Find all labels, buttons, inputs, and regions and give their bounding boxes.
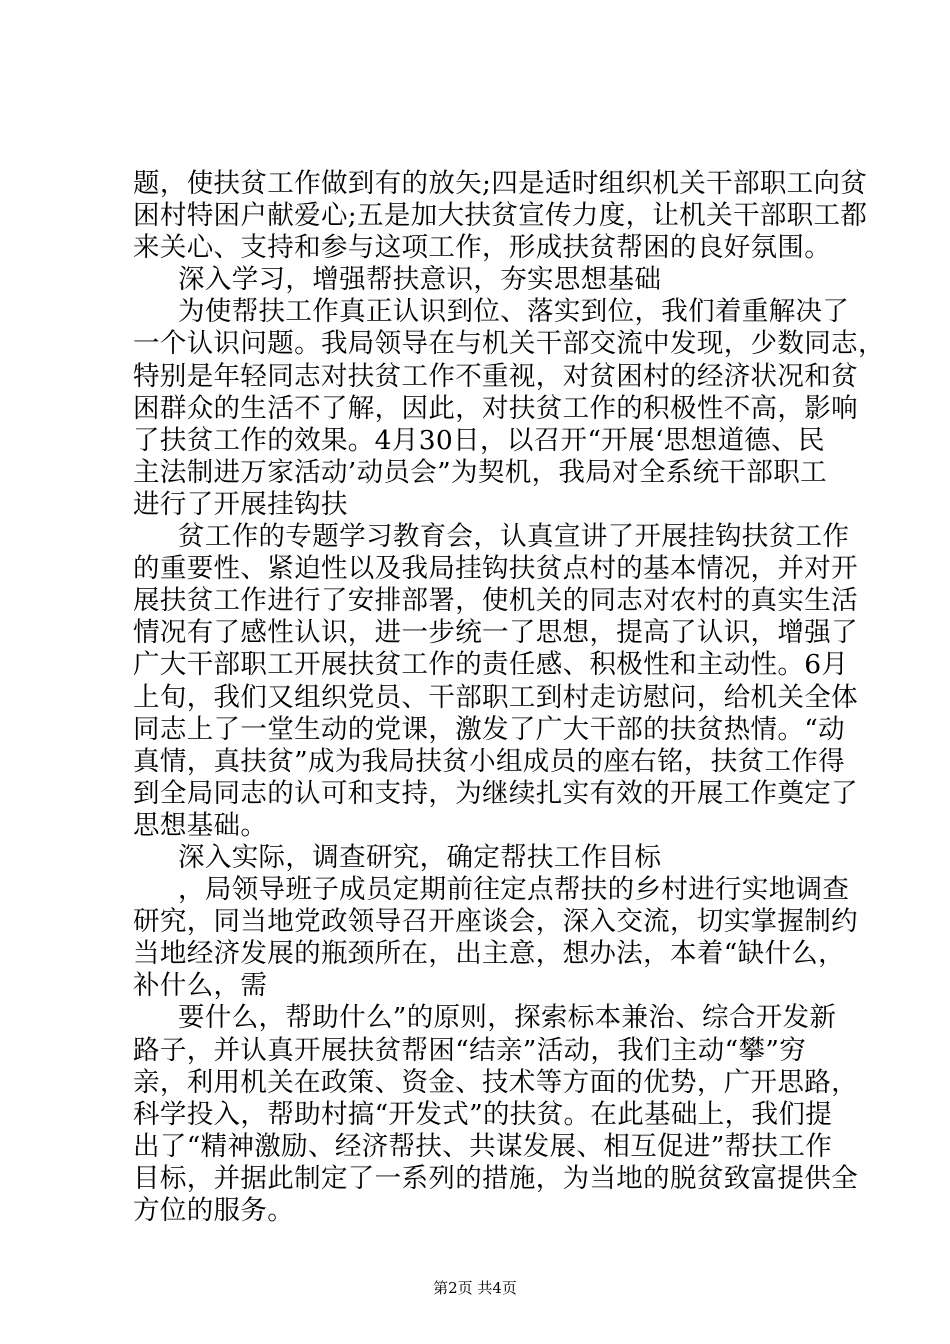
text-line: 目标，并据此制定了一系列的措施，为当地的脱贫致富提供全 — [133, 1162, 858, 1194]
text-line: 广大干部职工开展扶贫工作的责任感、积极性和主动性。6月 — [133, 649, 849, 681]
text-line: 深入实际，调查研究，确定帮扶工作目标 — [178, 841, 662, 873]
text-line: 特别是年轻同志对扶贫工作不重视，对贫困村的经济状况和贫 — [133, 360, 858, 392]
text-line: 上旬，我们又组织党员、干部职工到村走访慰问，给机关全体 — [133, 681, 858, 713]
page-footer: 第2页 共4页 — [433, 1279, 517, 1297]
text-line: 为使帮扶工作真正认识到位、落实到位，我们着重解决了 — [178, 296, 850, 328]
text-line: 到全局同志的认可和支持，为继续扎实有效的开展工作奠定了 — [133, 777, 858, 809]
text-line: 补什么，需 — [133, 970, 268, 1002]
text-line: 路子，并认真开展扶贫帮困“结亲”活动，我们主动“攀”穷 — [133, 1034, 807, 1066]
text-line: ，局领导班子成员定期前往定点帮扶的乡村进行实地调查 — [178, 874, 850, 906]
text-line: 亲，利用机关在政策、资金、技术等方面的优势，广开思路， — [133, 1066, 858, 1098]
text-line: 来关心、支持和参与这项工作，形成扶贫帮困的良好氛围。 — [133, 232, 832, 264]
text-line: 真情，真扶贫”成为我局扶贫小组成员的座右铭，扶贫工作得 — [133, 745, 845, 777]
text-line: 困村特困户献爱心;五是加大扶贫宣传力度，让机关干部职工都 — [133, 200, 868, 232]
text-line: 困群众的生活不了解，因此，对扶贫工作的积极性不高，影响 — [133, 392, 858, 424]
text-line: 题，使扶贫工作做到有的放矢;四是适时组织机关干部职工向贫 — [133, 168, 868, 199]
text-line: 了扶贫工作的效果。4月30日，以召开“开展‘思想道德、民 — [133, 424, 825, 456]
text-line: 科学投入，帮助村搞“开发式”的扶贫。在此基础上，我们提 — [133, 1098, 833, 1130]
document-body — [133, 168, 885, 1227]
text-line: 当地经济发展的瓶颈所在，出主意，想办法，本着“缺什么， — [133, 938, 845, 970]
text-line: 要什么，帮助什么”的原则，探索标本兼治、综合开发新 — [178, 1002, 837, 1034]
text-line: 情况有了感性认识，进一步统一了思想，提高了认识，增强了 — [133, 617, 858, 649]
text-line: 进行了开展挂钩扶 — [133, 488, 348, 520]
text-line: 同志上了一堂生动的党课，激发了广大干部的扶贫热情。“动 — [133, 713, 845, 745]
text-line: 一个认识问题。我局领导在与机关干部交流中发现，少数同志， — [133, 328, 885, 360]
text-line: 研究，同当地党政领导召开座谈会，深入交流，切实掌握制约 — [133, 906, 858, 938]
text-line: 出了“精神激励、经济帮扶、共谋发展、相互促进”帮扶工作 — [133, 1130, 833, 1162]
text-line: 主法制进万家活动’动员会”为契机，我局对全系统干部职工 — [133, 456, 827, 488]
text-line: 贫工作的专题学习教育会，认真宣讲了开展挂钩扶贫工作 — [178, 521, 850, 553]
text-line: 的重要性、紧迫性以及我局挂钩扶贫点村的基本情况，并对开 — [133, 553, 858, 585]
text-line: 深入学习，增强帮扶意识，夯实思想基础 — [178, 264, 662, 296]
text-line: 方位的服务。 — [133, 1195, 295, 1226]
text-line: 思想基础。 — [133, 809, 268, 841]
text-line: 展扶贫工作进行了安排部署，使机关的同志对农村的真实生活 — [133, 585, 858, 617]
